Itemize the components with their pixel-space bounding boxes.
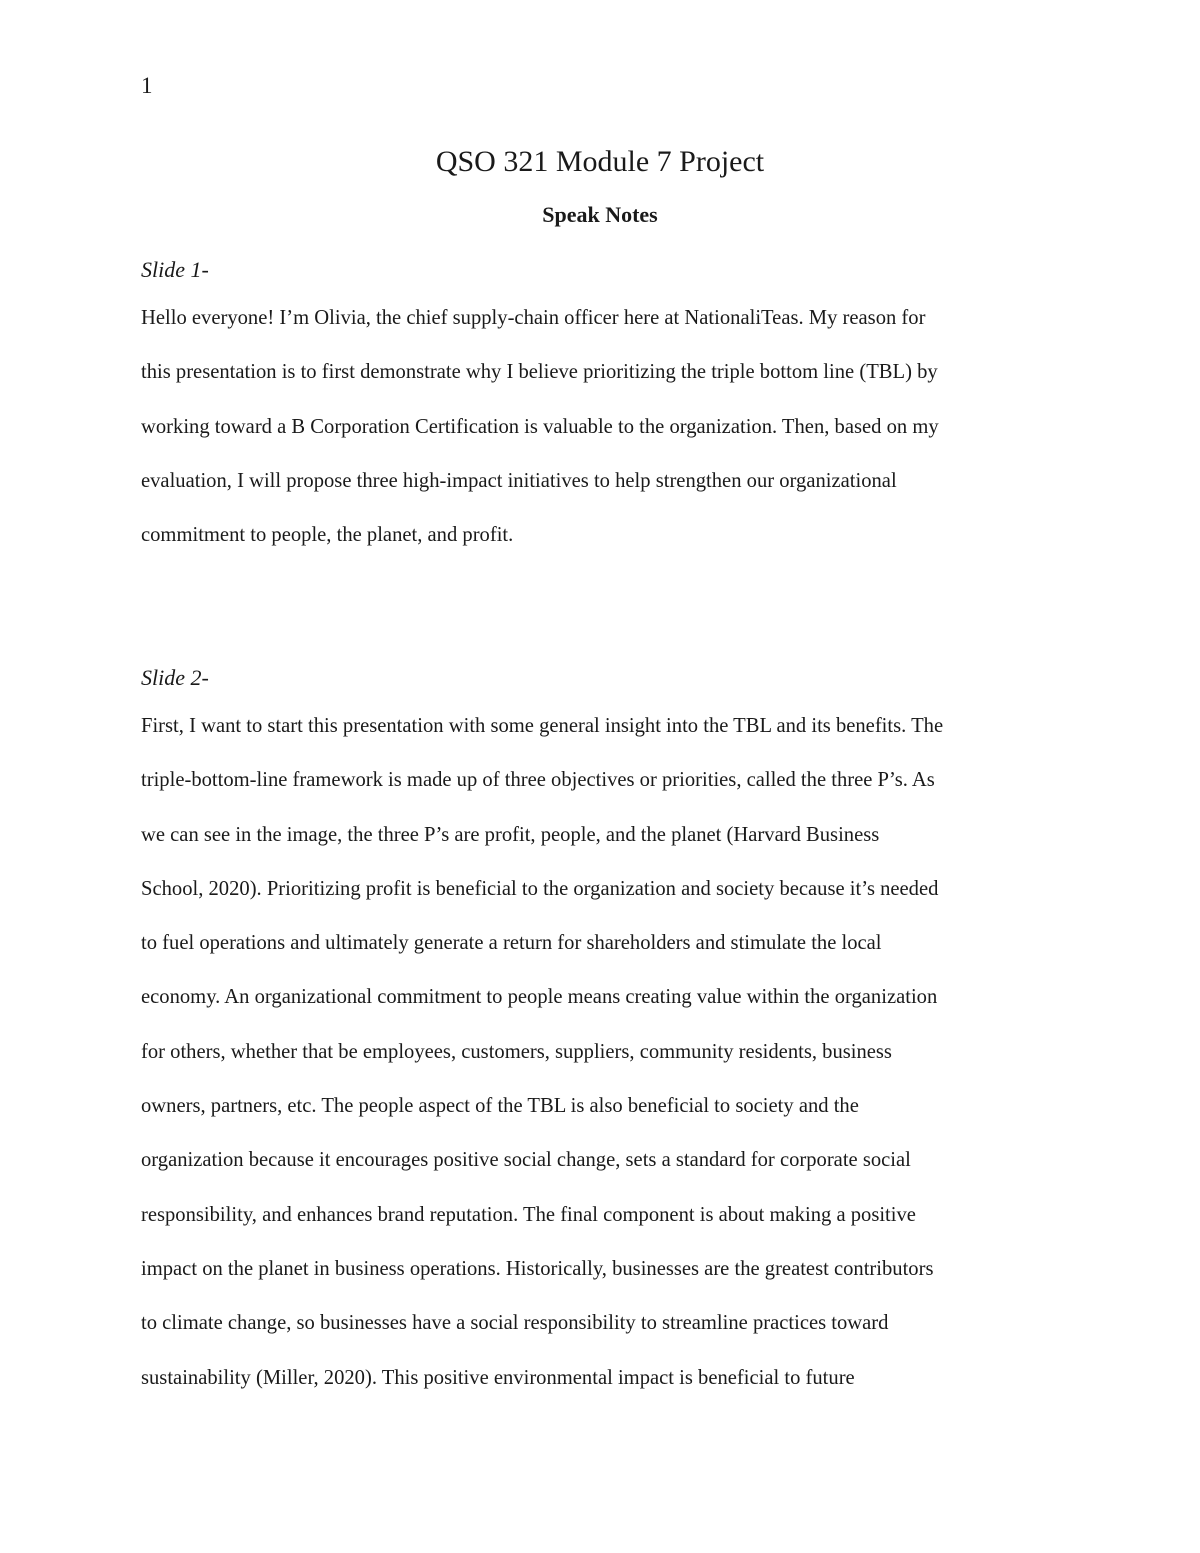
document-title: QSO 321 Module 7 Project	[435, 145, 765, 178]
slide-2-paragraph	[141, 699, 1071, 1405]
page-number: 1	[141, 73, 153, 98]
paragraph-line: commitment to people, the planet, and profit.	[141, 524, 514, 547]
paragraph-line: triple-bottom-line framework is made up of three objectives or priorities, called the three P’s. As	[141, 769, 935, 792]
paragraph-line: working toward a B Corporation Certification is valuable to the organization. Then, based on my	[141, 415, 939, 438]
slide-2-heading: Slide 2-	[141, 665, 209, 690]
paragraph-line: impact on the planet in business operations. Historically, businesses are the greatest contributors	[141, 1257, 934, 1280]
paragraph-line: organization because it encourages positive social change, sets a standard for corporate social	[141, 1149, 911, 1172]
paragraph-line: we can see in the image, the three P’s are profit, people, and the planet (Harvard Business	[141, 823, 880, 846]
paragraph-line: to fuel operations and ultimately generate a return for shareholders and stimulate the local	[141, 932, 882, 955]
paragraph-line: School, 2020). Prioritizing profit is beneficial to the organization and society because it’s needed	[141, 877, 939, 900]
paragraph-line: sustainability (Miller, 2020). This positive environmental impact is beneficial to future	[141, 1366, 855, 1389]
paragraph-line: this presentation is to first demonstrate why I believe prioritizing the triple bottom line (TBL) by	[141, 361, 938, 384]
slide-1-heading: Slide 1-	[141, 257, 209, 282]
paragraph-line: to climate change, so businesses have a social responsibility to streamline practices toward	[141, 1312, 889, 1335]
paragraph-line: owners, partners, etc. The people aspect of the TBL is also beneficial to society and the	[141, 1095, 859, 1118]
document-subtitle: Speak Notes	[542, 202, 658, 227]
paragraph-line: for others, whether that be employees, customers, suppliers, community residents, business	[141, 1040, 892, 1063]
paragraph-line: evaluation, I will propose three high-impact initiatives to help strengthen our organizational	[141, 469, 897, 492]
slide-1-paragraph	[141, 291, 1071, 562]
paragraph-line: responsibility, and enhances brand reputation. The final component is about making a positive	[141, 1203, 916, 1226]
paragraph-line: economy. An organizational commitment to people means creating value within the organization	[141, 986, 938, 1009]
paragraph-line: Hello everyone! I’m Olivia, the chief supply-chain officer here at NationaliTeas. My reason for	[141, 307, 926, 329]
paragraph-line: First, I want to start this presentation with some general insight into the TBL and its benefits. The	[141, 715, 944, 737]
